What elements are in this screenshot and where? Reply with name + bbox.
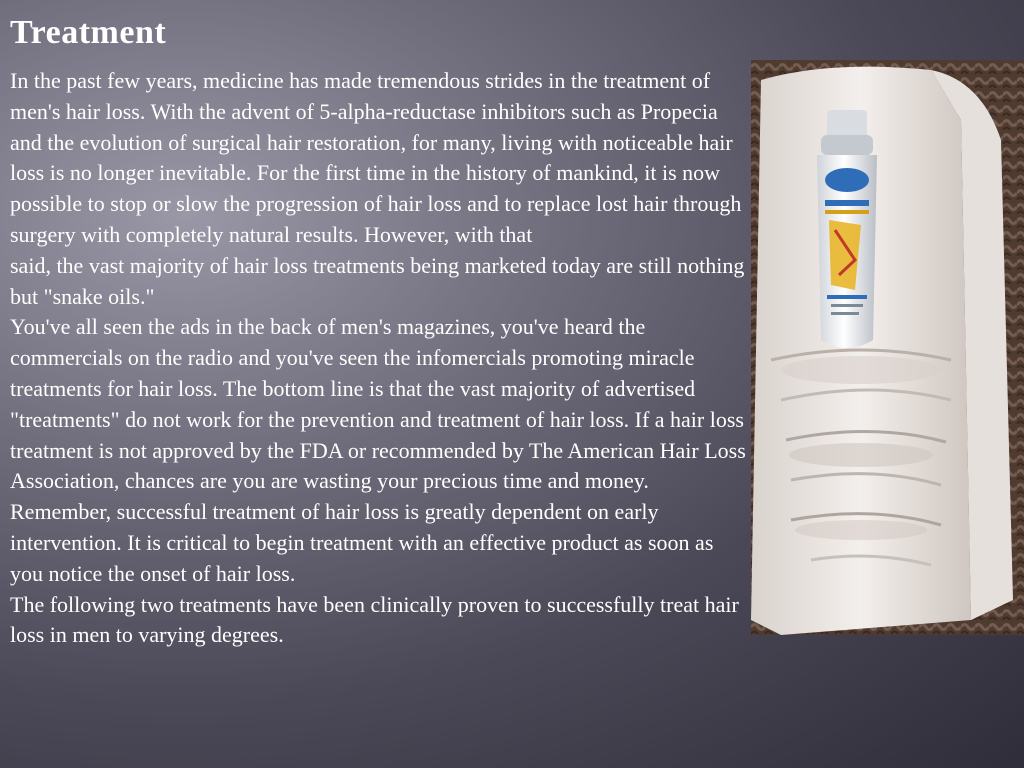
slide-body bbox=[10, 66, 750, 651]
paragraph-3: You've all seen the ads in the back of men's magazines, you've heard the commercials on the radio and you've seen the infomercials promoting miracle treatments for hair loss. The bottom line is that the vast majority of advertised "treatments" do not work for the prevention and treatment of hair loss. If a hair loss treatment is not approved by the FDA or recommended by The American Hair Loss Association, chances are you are wasting your precious time and money. Remember, successful treatment of hair loss is greatly dependent on early intervention. It is critical to begin treatment with an effective product as soon as you notice the onset of hair loss. bbox=[10, 314, 746, 586]
paragraph-1: In the past few years, medicine has made tremendous strides in the treatment of men's hair loss. With the advent of 5-alpha-reductase inhibitors such as Propecia and the evolution of surgical hair restoration, for many, living with noticeable hair loss is no longer inevitable. For the first time in the history of mankind, it is now possible to stop or slow the progression of hair loss and to replace lost hair through surgery with completely natural results. However, with that bbox=[10, 68, 742, 247]
paragraph-4: The following two treatments have been clinically proven to successfully treat hair loss in men to varying degrees. bbox=[10, 591, 739, 648]
towel-stack bbox=[751, 67, 1013, 635]
product-photo bbox=[751, 60, 1024, 635]
product-photo-drawing bbox=[751, 60, 1024, 635]
paragraph-2: said, the vast majority of hair loss treatments being marketed today are still nothing but "snake oils." bbox=[10, 252, 745, 309]
bottle-image bbox=[817, 110, 877, 348]
slide-title: Treatment bbox=[10, 14, 167, 51]
